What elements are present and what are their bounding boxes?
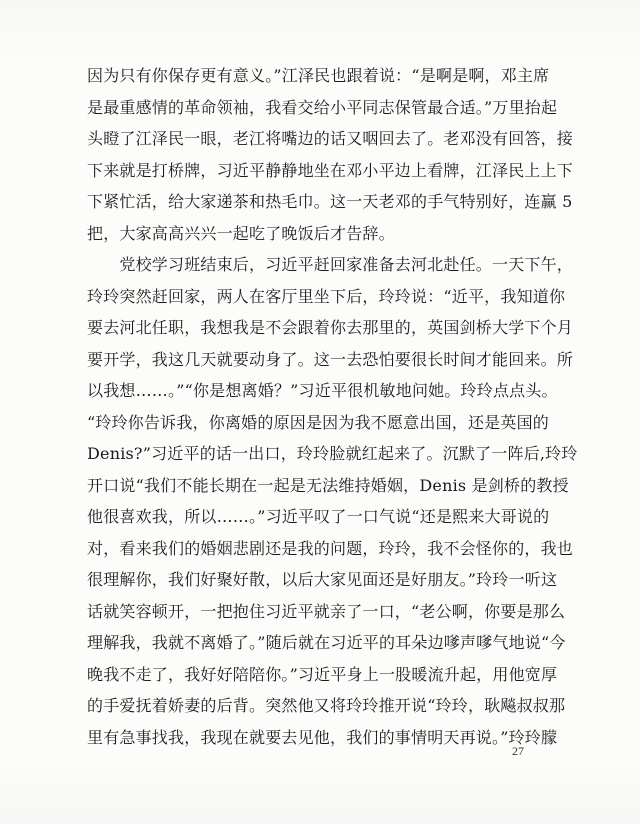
text-line: “玲玲你告诉我，你离婚的原因是因为我不愿意出国，还是英国的 <box>87 412 549 432</box>
text-line: Denis?”习近平的话一出口，玲玲脸就红起来了。沉默了一阵后,玲玲 <box>87 444 578 463</box>
text-line: 玲玲突然赶回家，两人在客厅里坐下后，玲玲说：“近平，我知道你 <box>87 286 566 306</box>
text-line: 要开学，我这几天就要动身了。这一去恐怕要很长时间才能回来。所 <box>87 349 574 369</box>
text-line: 里有急事找我，我现在就要去见他，我们的事情明天再说。”玲玲朦 <box>87 727 558 747</box>
text-line: 因为只有你保存更有意义。”江泽民也跟着说：“是啊是啊，邓主席 <box>87 66 550 85</box>
text-line: 开口说“我们不能长期在一起是无法维持婚姻，Denis 是剑桥的教授 <box>87 475 569 495</box>
text-line: 下紧忙活，给大家递茶和热毛巾。这一天老邓的手气特别好，连赢 5 <box>87 192 573 211</box>
paragraph-1 <box>87 60 574 249</box>
page-number: 27 <box>512 744 524 758</box>
body-text <box>87 60 578 753</box>
text-line: 下来就是打桥牌，习近平静静地坐在邓小平边上看牌，江泽民上上下 <box>87 160 574 180</box>
text-line: 把，大家高高兴兴一起吃了晚饭后才告辞。 <box>87 223 395 243</box>
text-line: 理解我，我就不离婚了。”随后就在习近平的耳朵边嗲声嗲气地说“今 <box>87 633 566 652</box>
text-line: 要去河北任职，我想我是不会跟着你去那里的，英国剑桥大学下个月 <box>87 318 574 337</box>
text-line: 对，看来我们的婚姻悲剧还是我的问题，玲玲，我不会怪你的，我也 <box>87 538 574 558</box>
text-line: 的手爱抚着娇妻的后背。突然他又将玲玲推开说“玲玲，耿飚叔叔那 <box>87 696 566 715</box>
text-line: 党校学习班结束后，习近平赶回家准备去河北赴任。一天下午， <box>87 255 574 274</box>
text-line: 很理解你，我们好聚好散，以后大家见面还是好朋友。”玲玲一听这 <box>87 570 558 589</box>
text-line: 话就笑容顿开，一把抱住习近平就亲了一口，“老公啊，你要是那么 <box>87 601 566 621</box>
text-line: 是最重感情的革命领袖，我看交给小平同志保管最合适。”万里抬起 <box>87 97 558 117</box>
text-line: 以我想……。”“你是想离婚？”习近平很机敏地问她。玲玲点点头。 <box>87 381 558 400</box>
paragraph-2 <box>87 249 578 753</box>
text-line: 晚我不走了，我好好陪陪你。”习近平身上一股暖流升起，用他宽厚 <box>87 664 558 684</box>
text-line: 头瞪了江泽民一眼，老江将嘴边的话又咽回去了。老邓没有回答，接 <box>87 129 574 148</box>
text-line: 他很喜欢我，所以……。”习近平叹了一口气说“还是熙来大哥说的 <box>87 507 550 526</box>
